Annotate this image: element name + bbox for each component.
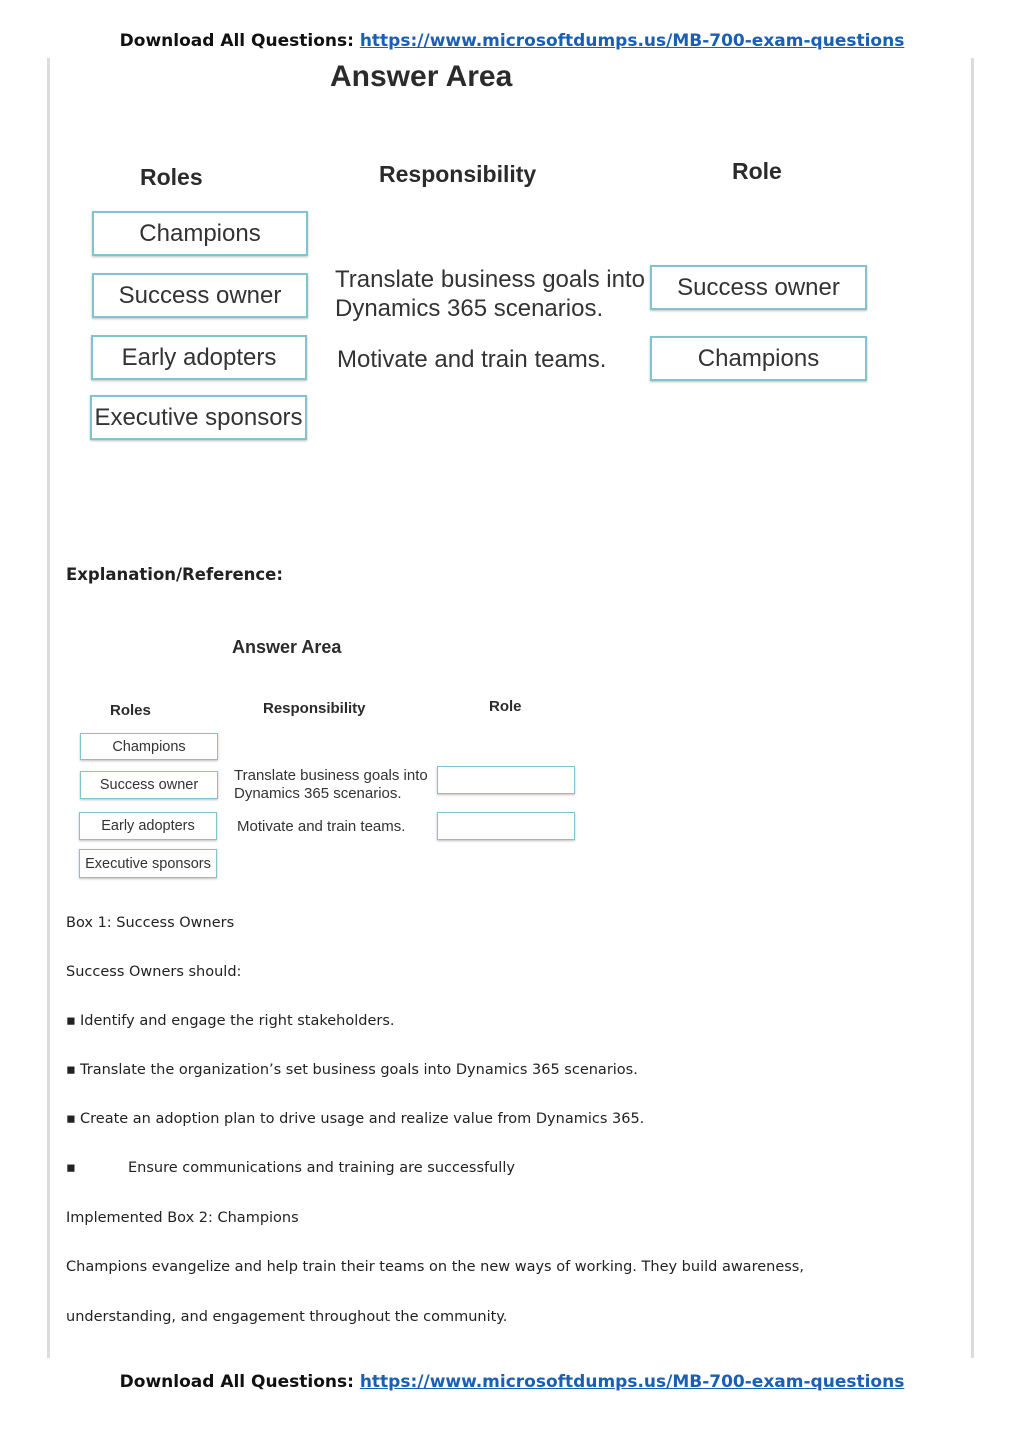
answer-box-2[interactable] [437, 812, 575, 840]
answer-area-title: Answer Area [330, 60, 513, 93]
bullet-icon: ▪ [66, 1013, 76, 1029]
footer-label: Download All Questions: [119, 1372, 354, 1392]
answer-box-2[interactable]: Champions [650, 336, 867, 381]
footer-link[interactable]: https://www.microsoftdumps.us/MB-700-exam-questions [359, 1372, 905, 1392]
header-link[interactable]: https://www.microsoftdumps.us/MB-700-exam-questions [359, 31, 905, 51]
role-option-champions[interactable]: Champions [92, 211, 308, 256]
box2-label: Implemented Box 2: Champions [66, 1210, 299, 1226]
bullet-item: ▪ Translate the organization’s set business goals into Dynamics 365 scenarios. [66, 1062, 638, 1078]
role-option-champions[interactable]: Champions [80, 733, 218, 760]
right-page-border [971, 58, 974, 1358]
role-option-executive-sponsors[interactable]: Executive sponsors [90, 395, 307, 440]
responsibility-translate-goals: Translate business goals into Dynamics 365 scenarios. [335, 266, 645, 322]
role-option-early-adopters[interactable]: Early adopters [91, 335, 307, 380]
bullet-item: ▪ Create an adoption plan to drive usage and realize value from Dynamics 365. [66, 1111, 645, 1127]
role-heading: Role [489, 698, 522, 715]
role-option-early-adopters[interactable]: Early adopters [79, 812, 217, 840]
champions-description-line-1: Champions evangelize and help train their teams on the new ways of working. They build awareness, [66, 1259, 804, 1275]
roles-heading: Roles [110, 702, 151, 719]
responsibility-translate-goals: Translate business goals into Dynamics 365 scenarios. [234, 767, 428, 802]
bullet-icon: ▪ [66, 1160, 76, 1176]
role-heading: Role [732, 158, 782, 184]
bullet-icon: ▪ [66, 1111, 76, 1127]
responsibility-motivate-teams: Motivate and train teams. [337, 346, 607, 373]
bullet-item: ▪ Ensure communications and training are successfully [66, 1160, 515, 1176]
explanation-heading: Explanation/Reference: [66, 565, 283, 584]
answer-area-title: Answer Area [232, 637, 342, 657]
bullet-item: ▪ Identify and engage the right stakeholders. [66, 1013, 395, 1029]
header-download-line [0, 31, 1024, 51]
role-option-executive-sponsors[interactable]: Executive sponsors [79, 849, 217, 878]
box1-label: Box 1: Success Owners [66, 915, 235, 931]
answer-box-1[interactable] [437, 766, 575, 794]
role-option-success-owner[interactable]: Success owner [80, 771, 218, 799]
responsibility-motivate-teams: Motivate and train teams. [237, 818, 406, 835]
bullet-icon: ▪ [66, 1062, 76, 1078]
role-option-success-owner[interactable]: Success owner [92, 273, 308, 318]
responsibility-heading: Responsibility [263, 700, 366, 717]
champions-description-line-2: understanding, and engagement throughout the community. [66, 1309, 508, 1325]
success-owners-intro: Success Owners should: [66, 964, 242, 980]
left-page-border [47, 58, 50, 1358]
responsibility-heading: Responsibility [379, 161, 537, 187]
answer-box-1[interactable]: Success owner [650, 265, 867, 310]
header-label: Download All Questions: [119, 31, 354, 51]
roles-heading: Roles [140, 164, 203, 190]
footer-download-line [0, 1372, 1024, 1392]
